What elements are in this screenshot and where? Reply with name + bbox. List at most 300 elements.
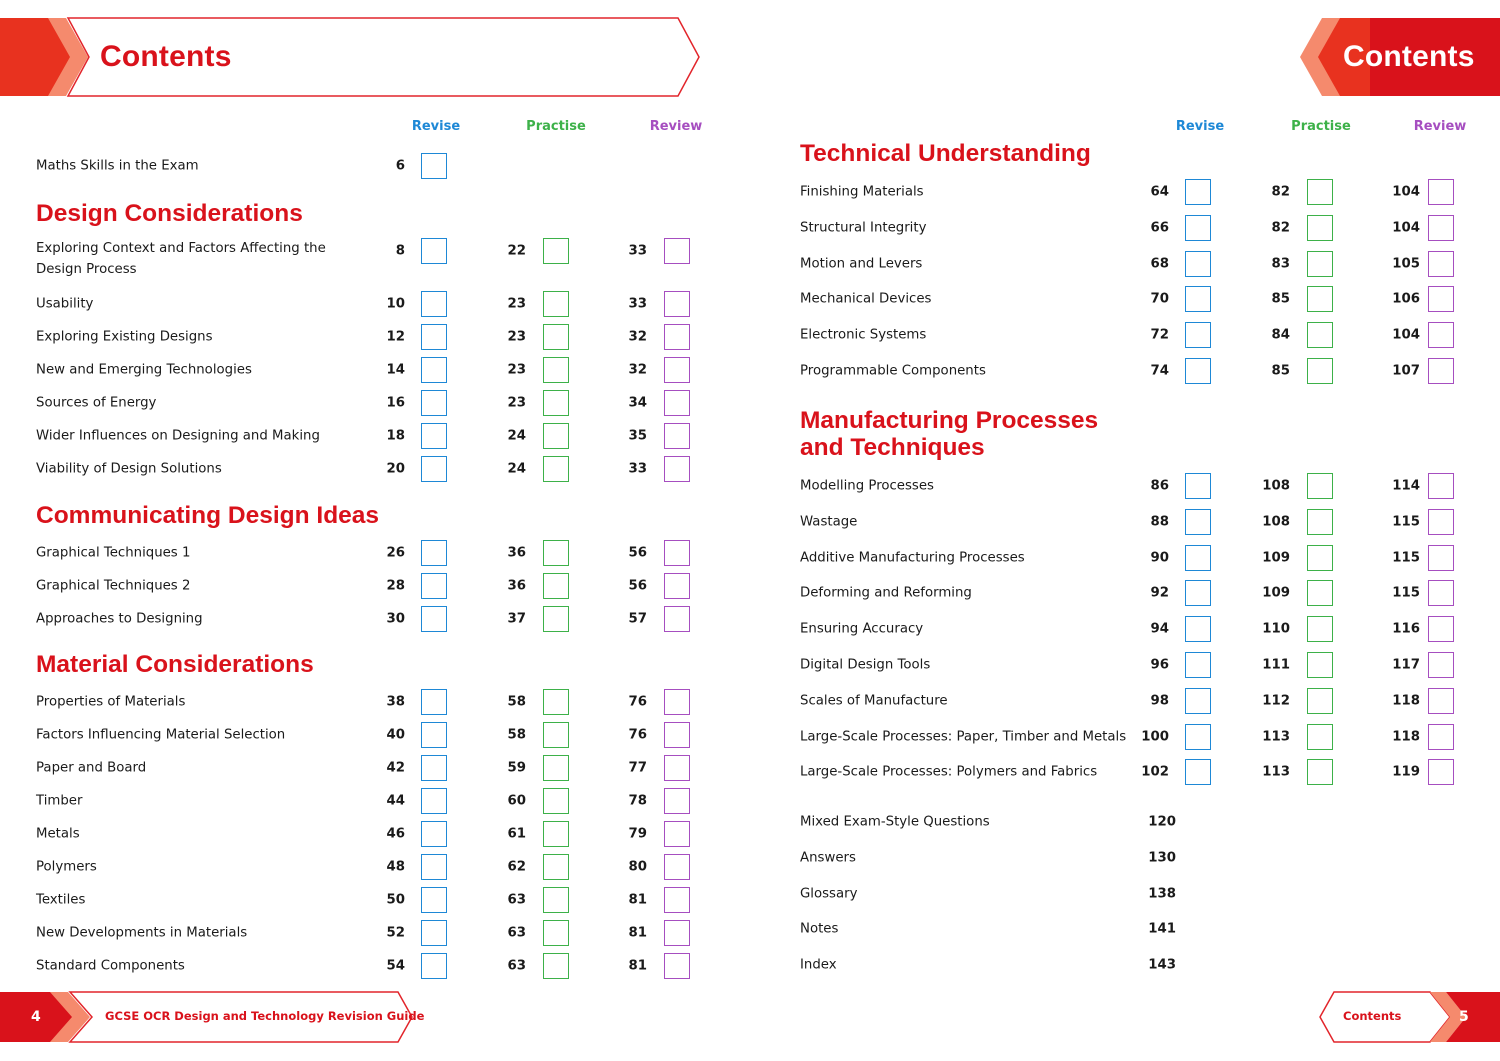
revise-page-number: 50: [386, 892, 405, 908]
topic-label: Paper and Board: [36, 760, 147, 776]
contents-row: [800, 757, 1460, 787]
revise-page-number: 86: [1150, 478, 1169, 494]
review-checkbox[interactable]: [664, 821, 690, 847]
revise-checkbox[interactable]: [421, 689, 447, 715]
revise-page-number: 30: [386, 611, 405, 627]
contents-row: [800, 722, 1460, 752]
review-checkbox[interactable]: [664, 689, 690, 715]
contents-row: [800, 249, 1460, 279]
review-page-number: 34: [628, 395, 647, 411]
topic-label: Programmable Components: [800, 363, 986, 379]
review-checkbox[interactable]: [1428, 545, 1454, 571]
contents-row: [36, 236, 696, 282]
review-page-number: 107: [1392, 363, 1420, 379]
review-page-number: 33: [628, 296, 647, 312]
practise-page-number: 22: [507, 243, 526, 259]
topic-label: Structural Integrity: [800, 220, 927, 236]
revise-checkbox[interactable]: [421, 238, 447, 264]
review-page-number: 35: [628, 428, 647, 444]
review-page-number: 32: [628, 362, 647, 378]
topic-label: Large-Scale Processes: Polymers and Fabrics: [800, 764, 1098, 780]
practise-page-number: 109: [1262, 585, 1290, 601]
topic-label: Properties of Materials: [36, 694, 186, 710]
section-title: Design Considerations: [36, 200, 303, 227]
revise-page-number: 54: [386, 958, 405, 974]
review-checkbox[interactable]: [1428, 473, 1454, 499]
contents-row: [800, 507, 1460, 537]
contents-row: [800, 879, 1460, 909]
revise-checkbox[interactable]: [421, 920, 447, 946]
practise-checkbox[interactable]: [1307, 509, 1333, 535]
practise-checkbox[interactable]: [1307, 759, 1333, 785]
practise-checkbox[interactable]: [543, 357, 569, 383]
review-page-number: 81: [628, 892, 647, 908]
review-checkbox[interactable]: [1428, 286, 1454, 312]
practise-checkbox[interactable]: [1307, 724, 1333, 750]
review-page-number: 104: [1392, 220, 1420, 236]
practise-page-number: 113: [1262, 729, 1290, 745]
practise-page-number: 112: [1262, 693, 1290, 709]
topic-label: Additive Manufacturing Processes: [800, 550, 1025, 566]
practise-page-number: 113: [1262, 764, 1290, 780]
revise-checkbox[interactable]: [1185, 179, 1211, 205]
section-title: Manufacturing Processes and Techniques: [800, 407, 1099, 461]
review-checkbox[interactable]: [1428, 509, 1454, 535]
review-checkbox[interactable]: [664, 854, 690, 880]
topic-label: Exploring Existing Designs: [36, 329, 213, 345]
topic-label: Digital Design Tools: [800, 657, 931, 673]
page-number: 138: [1148, 886, 1176, 902]
topic-label: Answers: [800, 850, 856, 866]
review-page-number: 115: [1392, 585, 1420, 601]
contents-row: [36, 720, 696, 750]
topic-label: Approaches to Designing: [36, 611, 203, 627]
practise-page-number: 36: [507, 578, 526, 594]
left-footer-title: GCSE OCR Design and Technology Revision Guide: [105, 1009, 425, 1023]
practise-page-number: 24: [507, 428, 526, 444]
practise-checkbox[interactable]: [543, 689, 569, 715]
revise-checkbox[interactable]: [421, 153, 447, 179]
topic-label: Textiles: [36, 892, 86, 908]
practise-checkbox[interactable]: [543, 291, 569, 317]
practise-checkbox[interactable]: [1307, 215, 1333, 241]
revise-page-number: 88: [1150, 514, 1169, 530]
review-checkbox[interactable]: [1428, 688, 1454, 714]
practise-page-number: 24: [507, 461, 526, 477]
contents-row: [36, 289, 696, 319]
topic-label: Electronic Systems: [800, 327, 927, 343]
practise-page-number: 23: [507, 296, 526, 312]
contents-row: [36, 355, 696, 385]
review-checkbox[interactable]: [1428, 759, 1454, 785]
review-checkbox[interactable]: [664, 606, 690, 632]
topic-label: Wastage: [800, 514, 858, 530]
topic-label: Graphical Techniques 2: [36, 578, 191, 594]
topic-label: Exploring Context and Factors Affecting the Design Process: [36, 241, 326, 277]
review-checkbox[interactable]: [1428, 215, 1454, 241]
practise-checkbox[interactable]: [1307, 616, 1333, 642]
revise-page-number: 94: [1150, 621, 1169, 637]
topic-label: Polymers: [36, 859, 97, 875]
contents-row: [36, 951, 696, 981]
practise-page-number: 61: [507, 826, 526, 842]
review-checkbox[interactable]: [1428, 652, 1454, 678]
practise-page-number: 37: [507, 611, 526, 627]
practise-page-number: 108: [1262, 514, 1290, 530]
topic-label: Timber: [36, 793, 83, 809]
review-page-number: 118: [1392, 729, 1420, 745]
practise-checkbox[interactable]: [543, 324, 569, 350]
practise-checkbox[interactable]: [1307, 358, 1333, 384]
practise-page-number: 58: [507, 694, 526, 710]
practise-checkbox[interactable]: [1307, 652, 1333, 678]
contents-row: [36, 571, 696, 601]
review-page-number: 80: [628, 859, 647, 875]
practise-page-number: 63: [507, 892, 526, 908]
revise-checkbox[interactable]: [421, 324, 447, 350]
page-number: 141: [1148, 921, 1176, 937]
practise-checkbox[interactable]: [543, 920, 569, 946]
revise-page-number: 90: [1150, 550, 1169, 566]
review-checkbox[interactable]: [1428, 580, 1454, 606]
topic-label: Motion and Levers: [800, 256, 923, 272]
review-page-number: 115: [1392, 550, 1420, 566]
practise-checkbox[interactable]: [1307, 580, 1333, 606]
revise-checkbox[interactable]: [1185, 759, 1211, 785]
revise-page-number: 26: [386, 545, 405, 561]
revise-page-number: 68: [1150, 256, 1169, 272]
revise-page-number: 28: [386, 578, 405, 594]
practise-checkbox[interactable]: [543, 722, 569, 748]
contents-row: [36, 388, 696, 418]
contents-row: [800, 950, 1460, 980]
revise-page-number: 64: [1150, 184, 1169, 200]
revise-checkbox[interactable]: [421, 755, 447, 781]
topic-label: Index: [800, 957, 837, 973]
topic-label: New and Emerging Technologies: [36, 362, 252, 378]
right-page-title: Contents: [1343, 40, 1475, 73]
contents-row: [36, 918, 696, 948]
practise-page-number: 23: [507, 329, 526, 345]
revise-page-number: 20: [386, 461, 405, 477]
contents-row: [36, 322, 696, 352]
review-checkbox[interactable]: [664, 755, 690, 781]
practise-page-number: 83: [1271, 256, 1290, 272]
topic-label: Sources of Energy: [36, 395, 157, 411]
topic-label: Ensuring Accuracy: [800, 621, 924, 637]
revise-checkbox[interactable]: [1185, 286, 1211, 312]
practise-page-number: 82: [1271, 184, 1290, 200]
revise-checkbox[interactable]: [421, 390, 447, 416]
review-page-number: 56: [628, 545, 647, 561]
topic-label: Standard Components: [36, 958, 185, 974]
right-footer-title: Contents: [1343, 1009, 1402, 1023]
contents-row: [36, 421, 696, 451]
contents-row: [800, 356, 1460, 386]
practise-checkbox[interactable]: [543, 390, 569, 416]
revise-page-number: 10: [386, 296, 405, 312]
revise-page-number: 48: [386, 859, 405, 875]
contents-row: [36, 454, 696, 484]
left-page-title: Contents: [100, 40, 232, 73]
revise-checkbox[interactable]: [421, 291, 447, 317]
topic-label: Deforming and Reforming: [800, 585, 972, 601]
revise-checkbox[interactable]: [421, 423, 447, 449]
review-checkbox[interactable]: [664, 573, 690, 599]
contents-row: [800, 914, 1460, 944]
review-page-number: 81: [628, 958, 647, 974]
review-checkbox[interactable]: [664, 357, 690, 383]
review-checkbox[interactable]: [1428, 724, 1454, 750]
contents-row: [800, 843, 1460, 873]
revise-checkbox[interactable]: [421, 788, 447, 814]
review-page-number: 78: [628, 793, 647, 809]
review-checkbox[interactable]: [1428, 251, 1454, 277]
contents-row: [800, 320, 1460, 350]
topic-label: Notes: [800, 921, 839, 937]
right-revise-header: Revise: [1175, 119, 1225, 134]
review-page-number: 116: [1392, 621, 1420, 637]
revise-page-number: 98: [1150, 693, 1169, 709]
practise-checkbox[interactable]: [543, 788, 569, 814]
contents-row: [800, 686, 1460, 716]
revise-checkbox[interactable]: [1185, 473, 1211, 499]
revise-checkbox[interactable]: [421, 357, 447, 383]
contents-row: [36, 885, 696, 915]
page-number: 130: [1148, 850, 1176, 866]
revise-page-number: 18: [386, 428, 405, 444]
topic-label: Large-Scale Processes: Paper, Timber and Metals: [800, 729, 1127, 745]
right-review-header: Review: [1413, 119, 1467, 134]
contents-row: [36, 852, 696, 882]
revise-page-number: 42: [386, 760, 405, 776]
section-title: Material Considerations: [36, 651, 314, 678]
practise-checkbox[interactable]: [1307, 322, 1333, 348]
practise-checkbox[interactable]: [1307, 473, 1333, 499]
revise-page-number: 16: [386, 395, 405, 411]
review-page-number: 114: [1392, 478, 1420, 494]
review-page-number: 117: [1392, 657, 1420, 673]
revise-page-number: 14: [386, 362, 405, 378]
review-page-number: 81: [628, 925, 647, 941]
review-checkbox[interactable]: [664, 456, 690, 482]
revise-checkbox[interactable]: [421, 854, 447, 880]
revise-page-number: 12: [386, 329, 405, 345]
revise-checkbox[interactable]: [1185, 688, 1211, 714]
revise-checkbox[interactable]: [1185, 616, 1211, 642]
review-page-number: 33: [628, 461, 647, 477]
contents-row: [800, 177, 1460, 207]
practise-page-number: 109: [1262, 550, 1290, 566]
revise-page-number: 44: [386, 793, 405, 809]
revise-page-number: 70: [1150, 291, 1169, 307]
left-review-header: Review: [649, 119, 703, 134]
revise-checkbox[interactable]: [421, 573, 447, 599]
contents-row: [36, 753, 696, 783]
review-checkbox[interactable]: [1428, 179, 1454, 205]
practise-checkbox[interactable]: [543, 606, 569, 632]
revise-page-number: 66: [1150, 220, 1169, 236]
topic-label: Usability: [36, 296, 94, 312]
revise-checkbox[interactable]: [1185, 215, 1211, 241]
practise-page-number: 63: [507, 925, 526, 941]
contents-row: [36, 538, 696, 568]
revise-checkbox[interactable]: [1185, 580, 1211, 606]
practise-checkbox[interactable]: [543, 238, 569, 264]
practise-page-number: 60: [507, 793, 526, 809]
topic-label: Graphical Techniques 1: [36, 545, 191, 561]
revise-checkbox[interactable]: [421, 722, 447, 748]
practise-page-number: 62: [507, 859, 526, 875]
practise-page-number: 85: [1271, 291, 1290, 307]
left-revise-header: Revise: [411, 119, 461, 134]
revise-checkbox[interactable]: [421, 953, 447, 979]
review-page-number: 115: [1392, 514, 1420, 530]
topic-label: Viability of Design Solutions: [36, 461, 222, 477]
revise-checkbox[interactable]: [1185, 358, 1211, 384]
practise-checkbox[interactable]: [543, 423, 569, 449]
revise-page-number: 46: [386, 826, 405, 842]
section-title: Technical Understanding: [800, 140, 1091, 167]
review-page-number: 76: [628, 694, 647, 710]
review-checkbox[interactable]: [664, 722, 690, 748]
revise-page-number: 72: [1150, 327, 1169, 343]
revise-checkbox[interactable]: [1185, 724, 1211, 750]
topic-label: Glossary: [800, 886, 858, 902]
practise-checkbox[interactable]: [543, 953, 569, 979]
contents-row: [800, 471, 1460, 501]
left-practise-header: Practise: [526, 119, 586, 134]
revise-checkbox[interactable]: [421, 821, 447, 847]
page-number: 143: [1148, 957, 1176, 973]
practise-checkbox[interactable]: [543, 887, 569, 913]
practise-checkbox[interactable]: [543, 755, 569, 781]
right-practise-header: Practise: [1291, 119, 1351, 134]
review-page-number: 104: [1392, 327, 1420, 343]
revise-checkbox[interactable]: [1185, 322, 1211, 348]
revise-page-number: 74: [1150, 363, 1169, 379]
review-page-number: 56: [628, 578, 647, 594]
practise-page-number: 110: [1262, 621, 1290, 637]
topic-label: Finishing Materials: [800, 184, 924, 200]
practise-checkbox[interactable]: [1307, 179, 1333, 205]
revise-checkbox[interactable]: [1185, 251, 1211, 277]
topic-label: New Developments in Materials: [36, 925, 248, 941]
page-number: 120: [1148, 814, 1176, 830]
practise-checkbox[interactable]: [543, 456, 569, 482]
review-checkbox[interactable]: [1428, 358, 1454, 384]
review-page-number: 77: [628, 760, 647, 776]
revise-checkbox[interactable]: [421, 606, 447, 632]
review-page-number: 57: [628, 611, 647, 627]
right-page-number: 5: [1459, 1009, 1469, 1025]
revise-checkbox[interactable]: [421, 456, 447, 482]
contents-row: [800, 807, 1460, 837]
contents-row: [800, 284, 1460, 314]
review-checkbox[interactable]: [664, 324, 690, 350]
practise-checkbox[interactable]: [1307, 286, 1333, 312]
topic-label: Factors Influencing Material Selection: [36, 727, 286, 743]
practise-page-number: 36: [507, 545, 526, 561]
review-page-number: 79: [628, 826, 647, 842]
topic-label: Maths Skills in the Exam: [36, 158, 199, 174]
review-checkbox[interactable]: [664, 887, 690, 913]
revise-page-number: 92: [1150, 585, 1169, 601]
practise-checkbox[interactable]: [1307, 688, 1333, 714]
review-checkbox[interactable]: [664, 291, 690, 317]
revise-checkbox[interactable]: [1185, 509, 1211, 535]
review-checkbox[interactable]: [664, 540, 690, 566]
review-page-number: 118: [1392, 693, 1420, 709]
revise-page-number: 38: [386, 694, 405, 710]
practise-checkbox[interactable]: [543, 821, 569, 847]
topic-label: Wider Influences on Designing and Making: [36, 428, 320, 444]
topic-label: Scales of Manufacture: [800, 693, 948, 709]
review-checkbox[interactable]: [664, 953, 690, 979]
practise-page-number: 59: [507, 760, 526, 776]
review-checkbox[interactable]: [664, 423, 690, 449]
revise-checkbox[interactable]: [1185, 545, 1211, 571]
revise-page-number: 52: [386, 925, 405, 941]
revise-page-number: 100: [1141, 729, 1169, 745]
contents-row: [36, 819, 696, 849]
review-page-number: 104: [1392, 184, 1420, 200]
practise-checkbox[interactable]: [543, 573, 569, 599]
review-page-number: 32: [628, 329, 647, 345]
practise-page-number: 63: [507, 958, 526, 974]
practise-checkbox[interactable]: [543, 540, 569, 566]
practise-page-number: 85: [1271, 363, 1290, 379]
revise-checkbox[interactable]: [1185, 652, 1211, 678]
left-page-number: 4: [31, 1009, 41, 1025]
revise-page-number: 6: [395, 158, 405, 174]
review-checkbox[interactable]: [664, 238, 690, 264]
review-page-number: 33: [628, 243, 647, 259]
review-checkbox[interactable]: [664, 390, 690, 416]
review-page-number: 105: [1392, 256, 1420, 272]
revise-page-number: 40: [386, 727, 405, 743]
section-title: Communicating Design Ideas: [36, 502, 380, 529]
contents-row: [36, 604, 696, 634]
contents-row: [36, 687, 696, 717]
practise-checkbox[interactable]: [1307, 251, 1333, 277]
contents-row: [800, 650, 1460, 680]
practise-page-number: 111: [1262, 657, 1290, 673]
review-checkbox[interactable]: [1428, 322, 1454, 348]
contents-row: [800, 614, 1460, 644]
contents-row: [800, 213, 1460, 243]
practise-checkbox[interactable]: [1307, 545, 1333, 571]
topic-label: Metals: [36, 826, 80, 842]
contents-row: [36, 151, 696, 181]
practise-page-number: 84: [1271, 327, 1290, 343]
review-checkbox[interactable]: [664, 788, 690, 814]
review-checkbox[interactable]: [1428, 616, 1454, 642]
revise-checkbox[interactable]: [421, 887, 447, 913]
review-checkbox[interactable]: [664, 920, 690, 946]
review-page-number: 76: [628, 727, 647, 743]
contents-row: [800, 578, 1460, 608]
topic-label: Mixed Exam-Style Questions: [800, 814, 990, 830]
practise-page-number: 108: [1262, 478, 1290, 494]
revise-checkbox[interactable]: [421, 540, 447, 566]
topic-label: Mechanical Devices: [800, 291, 932, 307]
practise-checkbox[interactable]: [543, 854, 569, 880]
practise-page-number: 23: [507, 395, 526, 411]
topic-label: Modelling Processes: [800, 478, 934, 494]
contents-row: [36, 786, 696, 816]
revise-page-number: 96: [1150, 657, 1169, 673]
